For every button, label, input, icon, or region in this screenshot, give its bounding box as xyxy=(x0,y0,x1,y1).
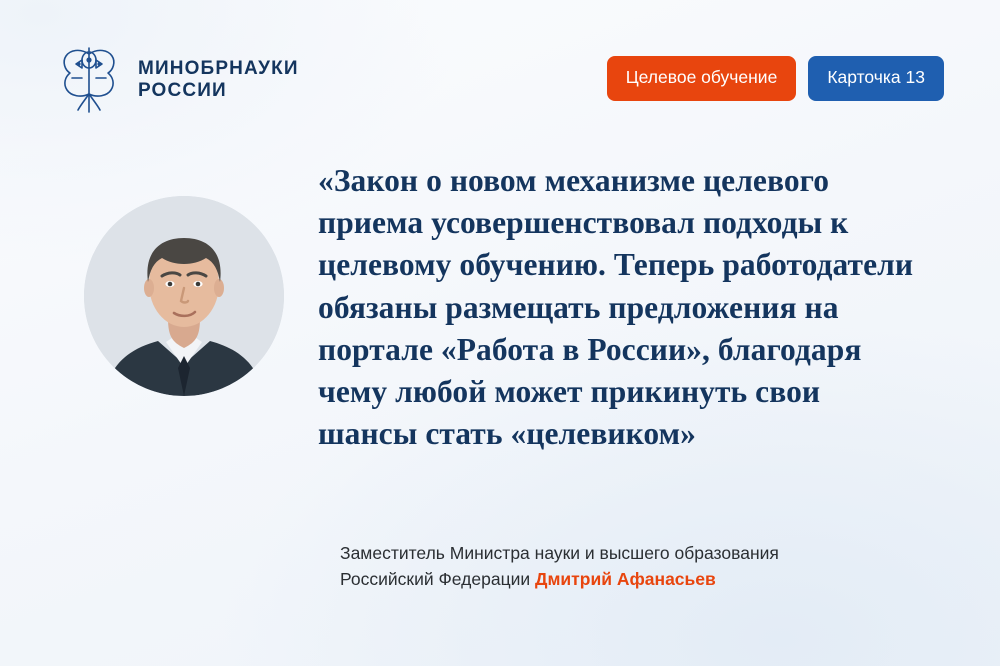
ministry-name-line2: РОССИИ xyxy=(138,80,227,101)
ministry-brand xyxy=(56,44,299,116)
quote-text: «Закон о новом механизме целевого приема усовершенствовал подходы к целевому обучению. Теперь работодатели обязаны размещать предложения на портале «Работа в России», благодаря чему любой может прикинуть свои шансы стать «целевиком» xyxy=(318,163,914,452)
speaker-name: Дмитрий Афанасьев xyxy=(535,569,716,590)
avatar xyxy=(84,196,284,396)
attribution-line2 xyxy=(340,566,940,592)
attribution-country: Российский Федерации xyxy=(340,569,536,590)
card-header xyxy=(56,44,944,116)
russian-coat-of-arms-icon xyxy=(56,44,122,116)
card-number-badge: Карточка 13 xyxy=(808,56,944,101)
attribution xyxy=(340,540,940,593)
ministry-name-line1: МИНОБРНАУКИ xyxy=(138,57,299,79)
attribution-line1: Заместитель Министра науки и высшего образования xyxy=(340,543,779,563)
ministry-name xyxy=(138,58,299,103)
tag-group xyxy=(607,56,944,101)
topic-badge: Целевое обучение xyxy=(607,56,797,101)
